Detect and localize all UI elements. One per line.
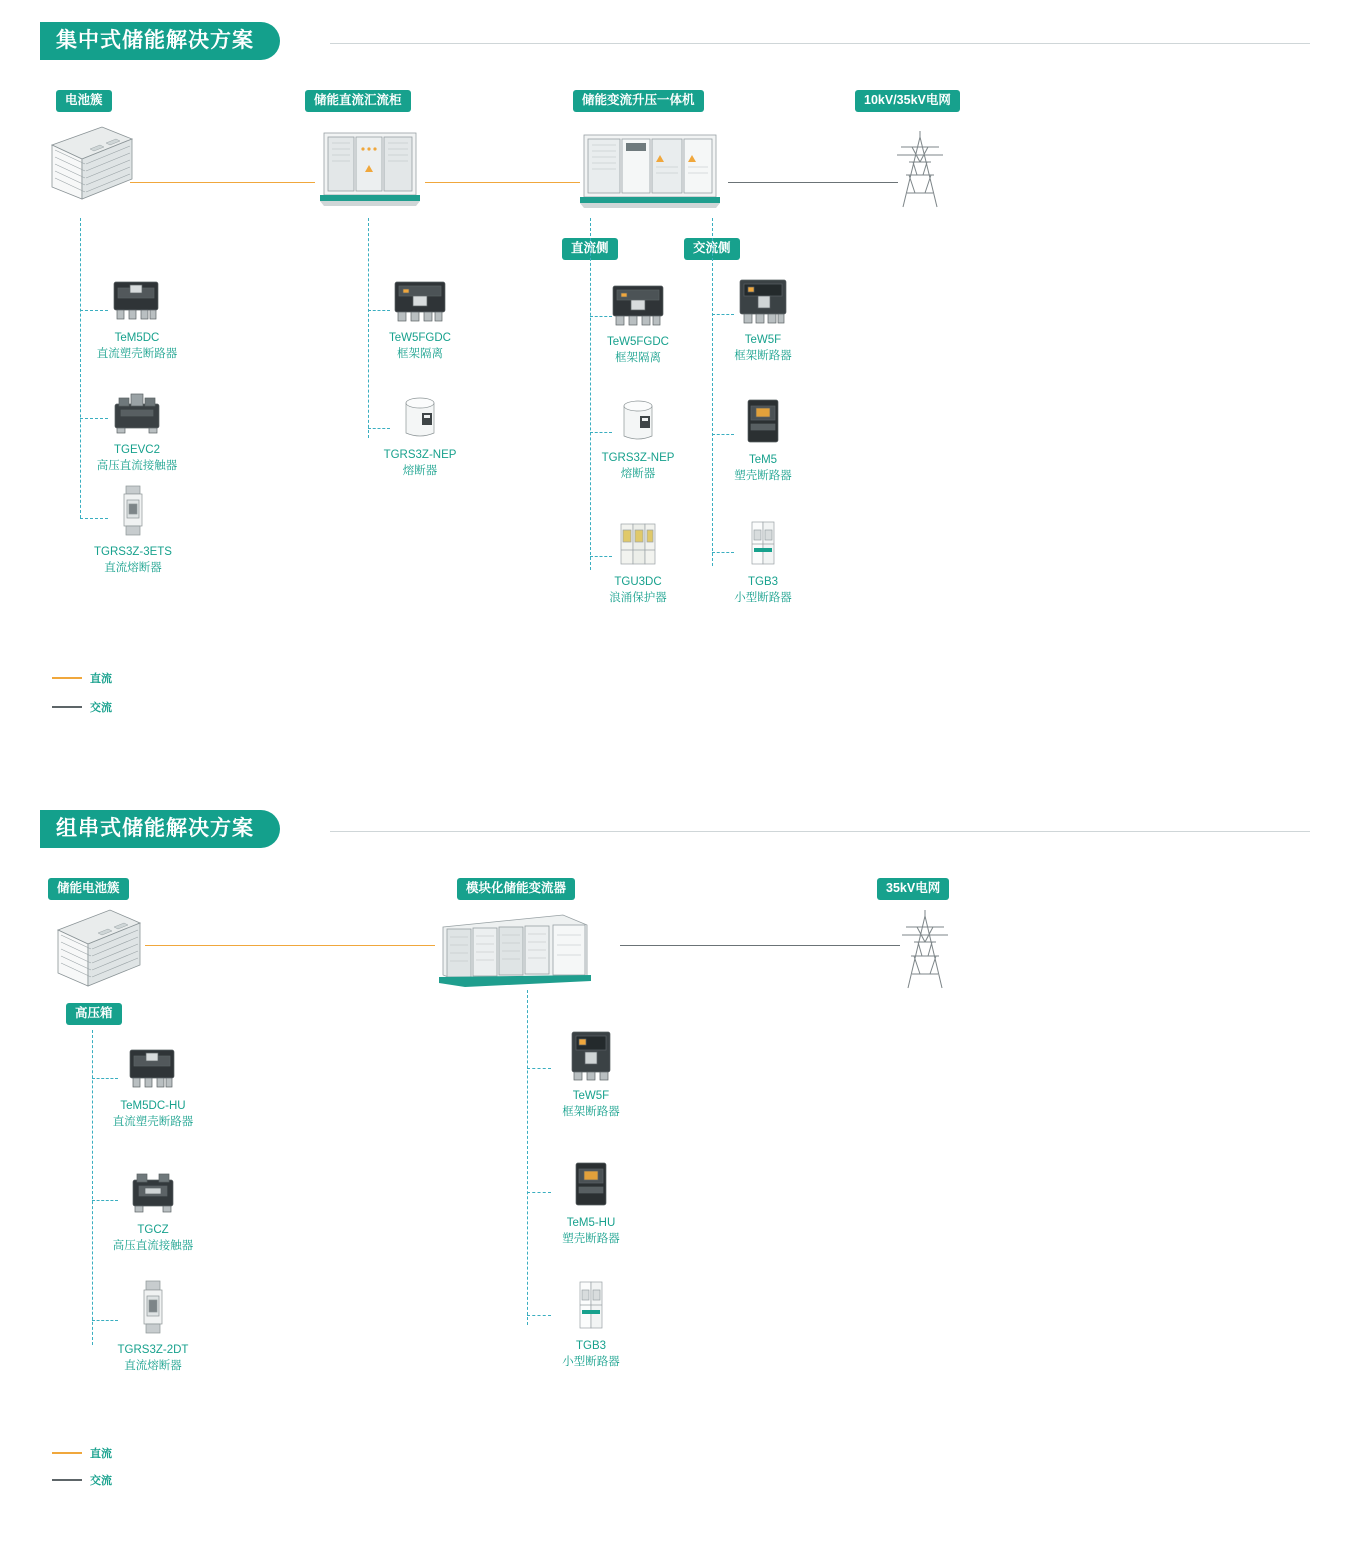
device-desc: 框架断路器	[734, 349, 792, 362]
mcb-icon	[516, 1278, 666, 1334]
device-code: TeM5	[748, 454, 778, 466]
legend-ac	[52, 699, 112, 715]
mccb-dark-icon	[688, 392, 838, 448]
mccb-black-icon	[78, 1038, 228, 1094]
ac-line-pcs-to-grid	[728, 182, 898, 183]
ac-line-pcs-to-grid	[620, 945, 900, 946]
grid-tower-graphic	[885, 127, 955, 217]
mccb-dark-icon	[516, 1155, 666, 1211]
device-desc: 框架隔离	[397, 347, 443, 360]
device-desc: 高压直流接触器	[112, 1239, 194, 1252]
device-desc: 高压直流接触器	[96, 459, 178, 472]
device-desc: 框架隔离	[615, 351, 661, 364]
device-desc: 直流熔断器	[124, 1359, 182, 1372]
acb-frame-icon	[688, 272, 838, 328]
device-tem5dc[interactable]	[62, 270, 212, 362]
legend-dc-label: 直流	[90, 673, 112, 685]
modular-pcs-graphic	[435, 905, 595, 1000]
device-desc: 小型断路器	[734, 591, 792, 604]
device-code: TeM5DC-HU	[120, 1100, 186, 1112]
device-tgb3[interactable]	[688, 514, 838, 606]
fuse-vertical-icon	[78, 1282, 228, 1338]
dc-line-combiner-to-pcs	[425, 182, 580, 183]
legend-ac-line	[52, 1479, 82, 1481]
device-tew5fgdc-a[interactable]	[345, 270, 495, 362]
device-desc: 直流熔断器	[104, 561, 162, 574]
tag-battery-cluster: 储能电池簇	[48, 878, 129, 900]
section-string	[0, 810, 1350, 1510]
contactor-icon	[62, 382, 212, 438]
device-desc: 框架断路器	[562, 1105, 620, 1118]
device-tgrs3z-2dt[interactable]	[78, 1282, 228, 1374]
section-divider	[330, 43, 1310, 44]
device-code: TeW5F	[744, 334, 782, 346]
device-code: TeW5FGDC	[389, 332, 451, 344]
acb-black-icon	[345, 270, 495, 326]
device-desc: 直流塑壳断路器	[112, 1115, 194, 1128]
device-tgrs3z-3ets[interactable]	[58, 484, 208, 576]
legend-dc-line	[52, 677, 82, 679]
legend-dc	[52, 1445, 112, 1461]
device-code: TGB3	[747, 576, 779, 588]
section-centralized	[0, 22, 1350, 782]
device-tgcz[interactable]	[78, 1162, 228, 1254]
device-tgb3[interactable]	[516, 1278, 666, 1370]
tag-pcs-transformer-unit: 储能变流升压一体机	[573, 90, 704, 112]
device-code: TGRS3Z-NEP	[601, 452, 675, 464]
tag-grid: 10kV/35kV电网	[855, 90, 960, 112]
battery-cluster-graphic	[42, 117, 137, 212]
legend-ac-label: 交流	[90, 1475, 112, 1487]
legend-ac-label: 交流	[90, 702, 112, 714]
tag-battery-cluster: 电池簇	[56, 90, 112, 112]
device-tew5f[interactable]	[688, 272, 838, 364]
tag-ac-side: 交流侧	[684, 238, 740, 260]
legend-dc-label: 直流	[90, 1448, 112, 1460]
tag-grid: 35kV电网	[877, 878, 949, 900]
dc-line-battery-to-combiner	[130, 182, 315, 183]
device-code: TeM5DC	[114, 332, 160, 344]
legend-ac-line	[52, 706, 82, 708]
device-tem5-hu[interactable]	[516, 1155, 666, 1247]
fuse-cap-icon	[345, 387, 495, 443]
device-desc: 直流塑壳断路器	[96, 347, 178, 360]
device-desc: 塑壳断路器	[562, 1232, 620, 1245]
mccb-black-icon	[62, 270, 212, 326]
device-tgrs3z-nep-a[interactable]	[345, 387, 495, 479]
tag-dc-side: 直流侧	[562, 238, 618, 260]
device-code: TeW5F	[572, 1090, 610, 1102]
section-title-wrap	[40, 22, 280, 60]
device-code: TeW5FGDC	[607, 336, 669, 348]
device-code: TGRS3Z-NEP	[383, 449, 457, 461]
legend-dc-line	[52, 1452, 82, 1454]
device-tem5dc-hu[interactable]	[78, 1038, 228, 1130]
device-desc: 小型断路器	[562, 1355, 620, 1368]
device-tem5[interactable]	[688, 392, 838, 484]
pcs-transformer-unit-graphic	[580, 127, 725, 217]
device-desc: 浪涌保护器	[609, 591, 667, 604]
device-desc: 熔断器	[620, 467, 656, 480]
device-tgevc2[interactable]	[62, 382, 212, 474]
legend-ac	[52, 1472, 112, 1488]
grid-tower-graphic	[890, 906, 960, 999]
device-code: TGRS3Z-3ETS	[94, 546, 172, 558]
tag-hv-box: 高压箱	[66, 1003, 122, 1025]
section-title-wrap	[40, 810, 280, 848]
contactor2-icon	[78, 1162, 228, 1218]
device-code: TGEVC2	[113, 444, 160, 456]
device-code: TGRS3Z-2DT	[117, 1344, 189, 1356]
device-code: TGU3DC	[614, 576, 662, 588]
device-tew5f[interactable]	[516, 1028, 666, 1120]
section-title: 集中式储能解决方案	[40, 22, 280, 60]
dc-combiner-cabinet-graphic	[318, 127, 428, 217]
battery-cluster-graphic	[48, 900, 148, 1000]
mcb-icon	[688, 514, 838, 570]
device-code: TGB3	[575, 1340, 607, 1352]
device-desc: 熔断器	[402, 464, 438, 477]
fuse-vertical-icon	[58, 484, 208, 540]
acb-frame-icon	[516, 1028, 666, 1084]
device-code: TeM5-HU	[566, 1217, 616, 1229]
legend-dc	[52, 670, 112, 686]
device-desc: 塑壳断路器	[734, 469, 792, 482]
section-divider	[330, 831, 1310, 832]
tag-dc-combiner-cabinet: 储能直流汇流柜	[305, 90, 411, 112]
section-title: 组串式储能解决方案	[40, 810, 280, 848]
tag-modular-pcs: 模块化储能变流器	[457, 878, 575, 900]
device-code: TGCZ	[137, 1224, 169, 1236]
dc-line-battery-to-pcs	[145, 945, 435, 946]
